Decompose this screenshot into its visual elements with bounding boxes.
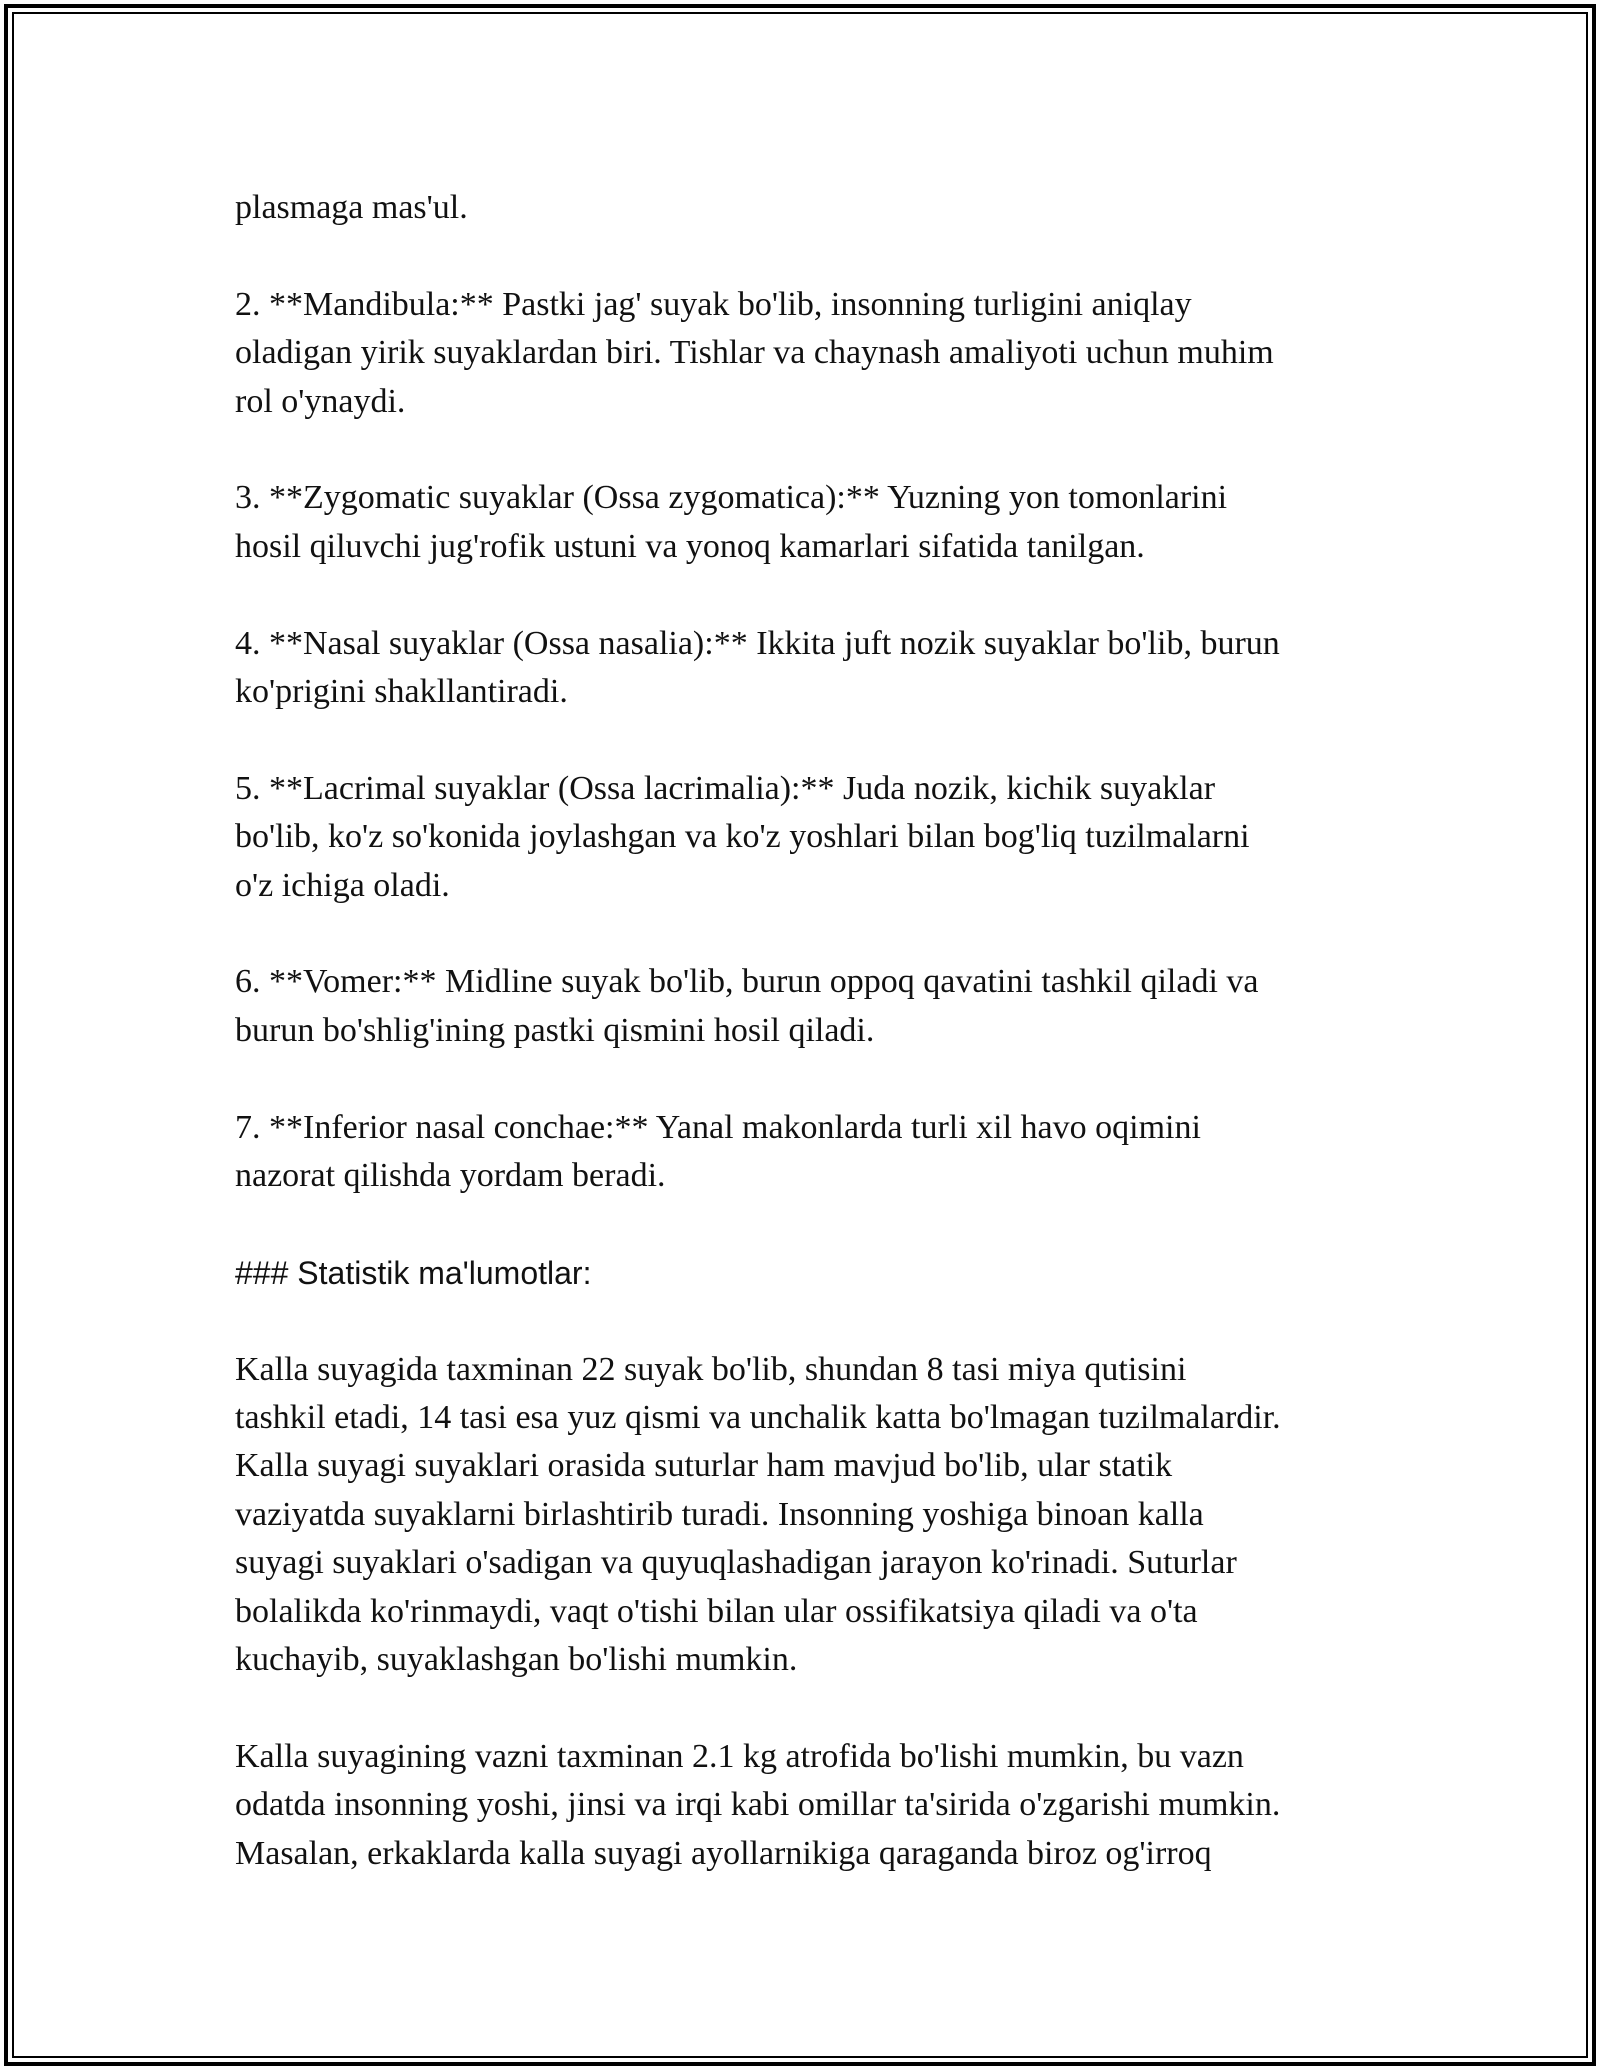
stats-paragraph-bones: Kalla suyagida taxminan 22 suyak bo'lib, shundan 8 tasi miya qutisini tashkil etadi, 14 tasi esa yuz qismi va unchalik katta bo'lmagan tuzilmalardir. Kalla suyagi suyaklari orasida suturlar ham mavjud bo'lib, ular statik vaziyatda suyaklarni birlashtirib turadi. Insonning yoshiga binoan kalla suyagi suyaklari o'sadigan va quyuqlashadigan jarayon ko'rinadi. Suturlar bolalikda ko'rinmaydi, vaqt o'tishi bilan ular ossifikatsiya qiladi va o'ta kuchayib, suyaklashgan bo'lishi mumkin.	[235, 1350, 1281, 1679]
list-item-zygomatic: 3. **Zygomatic suyaklar (Ossa zygomatica):** Yuzning yon tomonlarini hosil qiluvchi jug'rofik ustuni va yonoq kamarlari sifatida tanilgan.	[235, 479, 1228, 565]
stats-paragraph-weight: Kalla suyagining vazni taxminan 2.1 kg atrofida bo'lishi mumkin, bu vazn odatda insonning yoshi, jinsi va irqi kabi omillar ta'sirida o'zgarishi mumkin. Masalan, erkaklarda kalla suyagi ayollarnikiga qaraganda biroz og'irroq	[235, 1737, 1281, 1872]
list-item-nasal: 4. **Nasal suyaklar (Ossa nasalia):** Ikkita juft nozik suyaklar bo'lib, burun ko'prigini shakllantiradi.	[235, 624, 1280, 711]
list-item-vomer: 6. **Vomer:** Midline suyak bo'lib, burun oppoq qavatini tashkil qiladi va burun bo'shlig'ining pastki qismini hosil qiladi.	[235, 963, 1259, 1049]
list-item-lacrimal: 5. **Lacrimal suyaklar (Ossa lacrimalia):** Juda nozik, kichik suyaklar bo'lib, ko'z so'konida joylashgan va ko'z yoshlari bilan bog'liq tuzilmalarni o'z ichiga oladi.	[235, 769, 1250, 904]
document-body	[235, 184, 1375, 1926]
list-item-inferior-nasal-conchae: 7. **Inferior nasal conchae:** Yanal makonlarda turli xil havo oqimini nazorat qilishda yordam beradi.	[235, 1108, 1201, 1195]
section-heading: ### Statistik ma'lumotlar:	[235, 1254, 592, 1291]
list-item-mandibula: 2. **Mandibula:** Pastki jag' suyak bo'lib, insonning turligini aniqlay oladigan yirik suyaklardan biri. Tishlar va chaynash amaliyoti uchun muhim rol o'ynaydi.	[235, 285, 1274, 420]
paragraph-continuation: plasmaga mas'ul.	[235, 189, 468, 226]
